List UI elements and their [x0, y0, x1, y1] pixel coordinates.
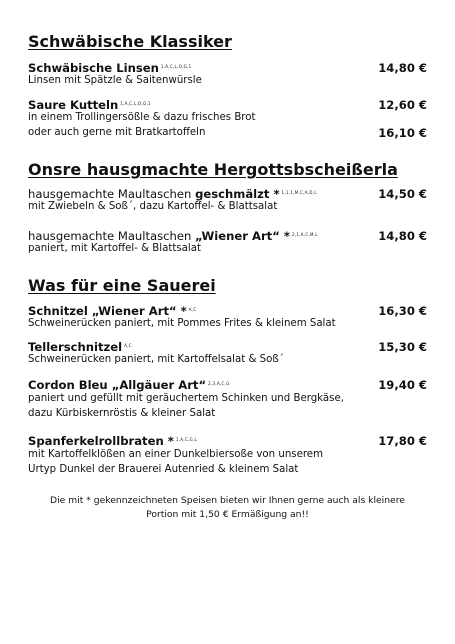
dish-name: Spanferkelrollbraten * $^{1,A,C,G,L}$ [28, 434, 198, 448]
footer-note: Die mit * gekennzeichneten Speisen bieten wir Ihnen gerne auch als kleinere [50, 495, 405, 506]
dish-description: oder auch gerne mit Bratkartoffeln [28, 127, 206, 138]
dish-name: Cordon Bleu „Allgäuer Art“ $^{2,3,A,C,G}$ [28, 378, 230, 392]
dish-description: paniert, mit Kartoffel- & Blattsalat [28, 243, 201, 254]
dish-name: Schnitzel „Wiener Art“ * $^{A,C}$ [28, 304, 197, 318]
allergen-codes: 1.A,C,L,O,G,1 [160, 64, 192, 69]
dish-description: Linsen mit Spätzle & Saitenwürsle [28, 75, 202, 86]
dish-name: Tellerschnitzel $^{A,C}$ [28, 340, 132, 354]
dish-price: 14,80 € [378, 229, 427, 243]
allergen-codes: 2,1,A,C,M,L [291, 232, 318, 237]
footer-note: Portion mit 1,50 € Ermäßigung an!! [146, 509, 309, 520]
allergen-codes: A,C [124, 343, 132, 348]
dish-price-alt: 16,10 € [378, 126, 427, 140]
dish-name: Schwäbische Linsen $^{1.A,C,L,O,G,1}$ [28, 61, 192, 75]
dish-description: Schweinerücken paniert, mit Kartoffelsalat & Soß´ [28, 354, 284, 365]
allergen-codes: 1,A,C,G,L [175, 437, 198, 442]
dish-description: in einem Trollingersößle & dazu frisches Brot [28, 112, 256, 123]
dish-description: mit Kartoffelklößen an einer Dunkelbiersoße von unserem [28, 449, 324, 460]
dish-name: hausgemachte Maultaschen „Wiener Art“ * $^{2,1,A,C,M,L}$ [28, 229, 318, 243]
allergen-codes: A,C [188, 307, 197, 312]
section-title-was-fuer-eine-sauerei: Was für eine Sauerei [28, 276, 216, 295]
section-title-schwaebische-klassiker: Schwäbische Klassiker [28, 32, 232, 51]
dish-description: mit Zwiebeln & Soß´, dazu Kartoffel- & Blattsalat [28, 201, 278, 212]
dish-description: Schweinerücken paniert, mit Pommes Frites & kleinem Salat [28, 318, 336, 329]
dish-price: 14,50 € [378, 187, 427, 201]
dish-price: 15,30 € [378, 340, 427, 354]
dish-description: dazu Kürbiskernröstis & kleiner Salat [28, 408, 216, 419]
dish-price: 12,60 € [378, 98, 427, 112]
dish-price: 14,80 € [378, 61, 427, 75]
allergen-codes: 2,3,A,C,G [208, 381, 230, 386]
allergen-codes: 1,1,1,M,C,A,D,L [281, 190, 317, 195]
dish-price: 17,80 € [378, 434, 427, 448]
dish-description: paniert und gefüllt mit geräuchertem Schinken und Bergkäse, [28, 393, 344, 404]
section-title-hergottsbscheisserla: Onsre hausgmachte Hergottsbscheißerla [28, 160, 398, 179]
dish-description: Urtyp Dunkel der Brauerei Autenried & kleinem Salat [28, 464, 299, 475]
dish-price: 16,30 € [378, 304, 427, 318]
dish-name: hausgemachte Maultaschen geschmälzt * $^{1,1,1,M,C,A,D,L}$ [28, 187, 317, 201]
dish-name: Saure Kutteln $^{1,A,C,L,O,G,1}$ [28, 98, 151, 112]
dish-price: 19,40 € [378, 378, 427, 392]
allergen-codes: 1,A,C,L,O,G,1 [120, 101, 151, 106]
